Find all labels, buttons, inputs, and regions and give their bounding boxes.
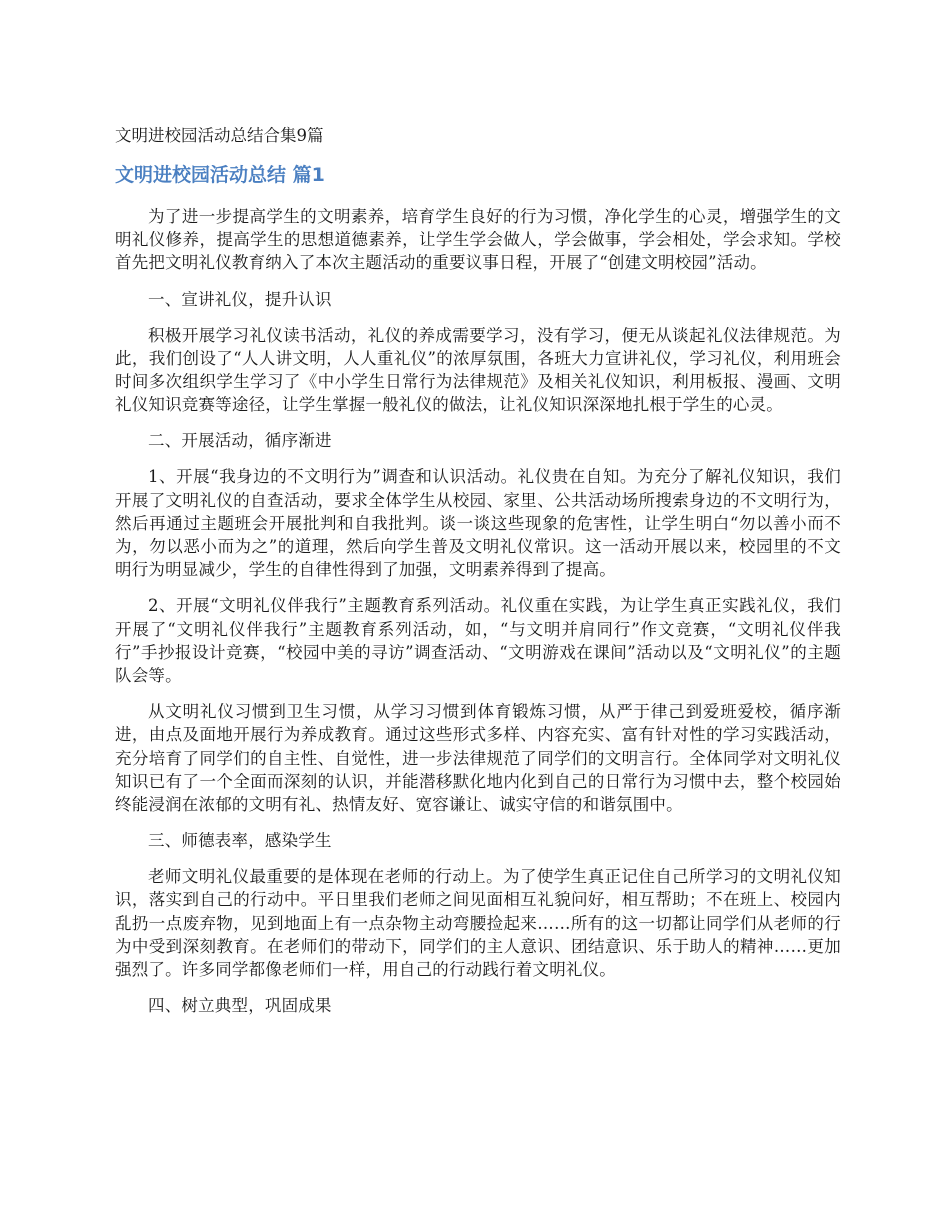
subheading-3: 三、师德表率，感染学生 bbox=[148, 831, 332, 851]
subheading-4: 四、树立典型，巩固成果 bbox=[148, 996, 332, 1016]
section-heading: 文明进校园活动总结 篇1 bbox=[115, 164, 325, 186]
subheading-1: 一、宣讲礼仪，提升认识 bbox=[148, 289, 332, 309]
paragraph-intro: 为了进一步提高学生的文明素养，培育学生良好的行为习惯，净化学生的心灵，增强学生的文明礼仪修养，提高学生的思想道德素养，让学生学会做人，学会做事，学会相处，学会求知。学校首先把文明礼仪教育纳入了本次主题活动的重要议事日程，开展了“创建文明校园”活动。 bbox=[115, 207, 841, 273]
paragraph-activity-1: 1、开展“我身边的不文明行为”调查和认识活动。礼仪贵在自知。为充分了解礼仪知识，我们开展了文明礼仪的自查活动，要求全体学生从校园、家里、公共活动场所搜索身边的不文明行为，然后再通过主题班会开展批判和自我批判。谈一谈这些现象的危害性，让学生明白“勿以善小而不为，勿以恶小而为之”的道理，然后向学生普及文明礼仪常识。这一活动开展以来，校园里的不文明行为明显减少，学生的自律性得到了加强，文明素养得到了提高。 bbox=[115, 467, 841, 580]
paragraph-etiquette-study: 积极开展学习礼仪读书活动，礼仪的养成需要学习，没有学习，便无从谈起礼仪法律规范。为此，我们创设了“人人讲文明，人人重礼仪”的浓厚氛围，各班大力宣讲礼仪，学习礼仪，利用班会时间多次组织学生学习了《中小学生日常行为法律规范》及相关礼仪知识，利用板报、漫画、文明礼仪知识竞赛等途径，让学生掌握一般礼仪的做法，让礼仪知识深深地扎根于学生的心灵。 bbox=[115, 325, 841, 415]
subheading-2: 二、开展活动，循序渐进 bbox=[148, 431, 332, 451]
paragraph-habits: 从文明礼仪习惯到卫生习惯，从学习习惯到体育锻炼习惯，从严于律己到爱班爱校，循序渐进，由点及面地开展行为养成教育。通过这些形式多样、内容充实、富有针对性的学习实践活动，充分培育了同学们的自主性、自觉性，进一步法律规范了同学们的文明言行。全体同学对文明礼仪知识已有了一个全面而深刻的认识，并能潜移默化地内化到自己的日常行为习惯中去，整个校园始终能浸润在浓郁的文明有礼、热情友好、宽容谦让、诚实守信的和谐氛围中。 bbox=[115, 702, 841, 815]
document-content bbox=[115, 122, 841, 1030]
paragraph-teachers: 老师文明礼仪最重要的是体现在老师的行动上。为了使学生真正记住自己所学习的文明礼仪知识，落实到自己的行动中。平日里我们老师之间见面相互礼貌问好，相互帮助；不在班上、校园内乱扔一点废弃物，见到地面上有一点杂物主动弯腰捡起来……所有的这一切都让同学们从老师的行为中受到深刻教育。在老师们的带动下，同学们的主人意识、团结意识、乐于助人的精神……更加强烈了。许多同学都像老师们一样，用自己的行动践行着文明礼仪。 bbox=[115, 867, 841, 980]
document-title: 文明进校园活动总结合集9篇 bbox=[115, 126, 324, 145]
paragraph-activity-2: 2、开展“文明礼仪伴我行”主题教育系列活动。礼仪重在实践，为让学生真正实践礼仪，我们开展了“文明礼仪伴我行”主题教育系列活动，如，“与文明并肩同行”作文竞赛，“文明礼仪伴我行”手抄报设计竞赛，“校园中美的寻访”调查活动、“文明游戏在课间”活动以及“文明礼仪”的主题队会等。 bbox=[115, 596, 841, 686]
